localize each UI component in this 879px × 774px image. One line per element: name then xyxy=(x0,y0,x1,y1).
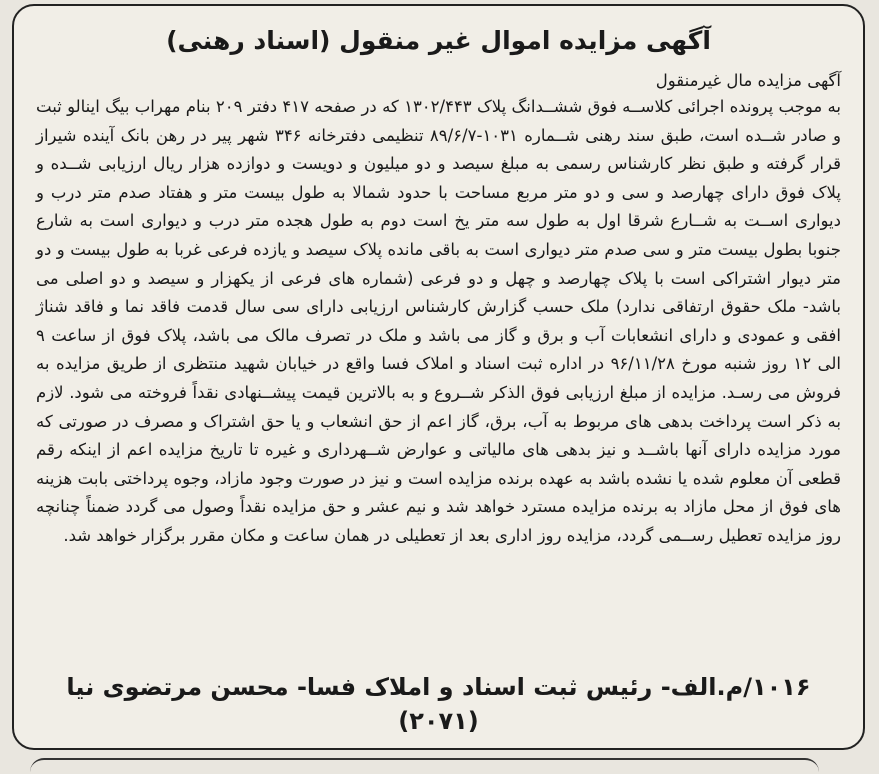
notice-title: آگهی مزایده اموال غیر منقول (اسناد رهنی) xyxy=(166,26,711,55)
notice-body: به موجب پرونده اجرائی کلاســه فوق ششــدانگ پلاک ۱۳۰۲/۴۴۳ که در صفحه ۴۱۷ دفتر ۲۰۹ بنام مهراب بیگ اینالو ثبت و صادر شــده است، طبق سند رهنی شــماره ۱۰۳۱-۸۹/۶/۷ تنظیمی دفترخانه ۳۴۶ شهر پیر در رهن بانک آینده شیراز قرار گرفته و طبق نظر کارشناس رسمی به مبلغ سیصد و دو میلیون و دویست و دوازده هزار ریال ارزیابی شــده و پلاک فوق دارای چهارصد و سی و دو متر مربع مساحت با حدود شمالا به طول بیست متر و هفتاد صدم متر درب و دیواری اســت به شــارع شرقا اول به طول سه متر یخ است دوم به طول هجده متر درب و دیواری است به شارع جنوبا بطول بیست متر و سی صدم متر دیواری است به باقی مانده پلاک سیصد و یازده فرعی غربا به طول بیست و دو متر دیوار اشتراکی است با پلاک چهارصد و چهل و دو فرعی (شماره های فرعی از یکهزار و سیصد و دو اصلی می باشد- ملک حقوق ارتفاقی ندارد) ملک حسب گزارش کارشناس ارزیابی دارای سی سال قدمت فاقد نما و فاقد شناژ افقی و عمودی و دارای انشعابات آب و برق و گاز می باشد و ملک در تصرف مالک می باشد، پلاک فوق از ساعت ۹ الی ۱۲ روز شنبه مورخ ۹۶/۱۱/۲۸ در اداره ثبت اسناد و املاک فسا واقع در خیابان شهید منتظری از طریق مزایده به فروش می رسـد. مزایده از مبلغ ارزیابی فوق الذکر شــروع و به بالاترین قیمت پیشــنهادی نقداً فروخته می شود. لازم به ذکر است پرداخت بدهی های مربوط به آب، برق، گاز اعم از حق انشعاب و یا حق اشتراک و مصرف در صورتی که مورد مزایده دارای آنها باشــد و نیز بدهی های مالیاتی و عوارض شــهرداری و غیره تا تاریخ مزایده اعم از اینکه رقم قطعی آن معلوم شده یا نشده باشد به عهده برنده مزایده است و نیز در صورت وجود مازاد، وجوه پرداختی بابت هزینه های فوق از محل مازاد به برنده مزایده مسترد خواهد شد و نیم عشر و حق مزایده نقداً وصول می گردد ضمناً چنانچه روز مزایده تعطیل رســمی گردد، مزایده روز اداری بعد از تعطیلی در همان ساعت و مکان مقرر برگزار خواهد شد. xyxy=(36,97,841,545)
notice-subtitle: آگهی مزایده مال غیرمنقول xyxy=(655,71,841,90)
notice-signature: ۱۰۱۶/م.الف- رئیس ثبت اسناد و املاک فسا- محسن مرتضوی نیا (۲۰۷۱) xyxy=(66,673,811,735)
notice-box xyxy=(12,4,865,750)
